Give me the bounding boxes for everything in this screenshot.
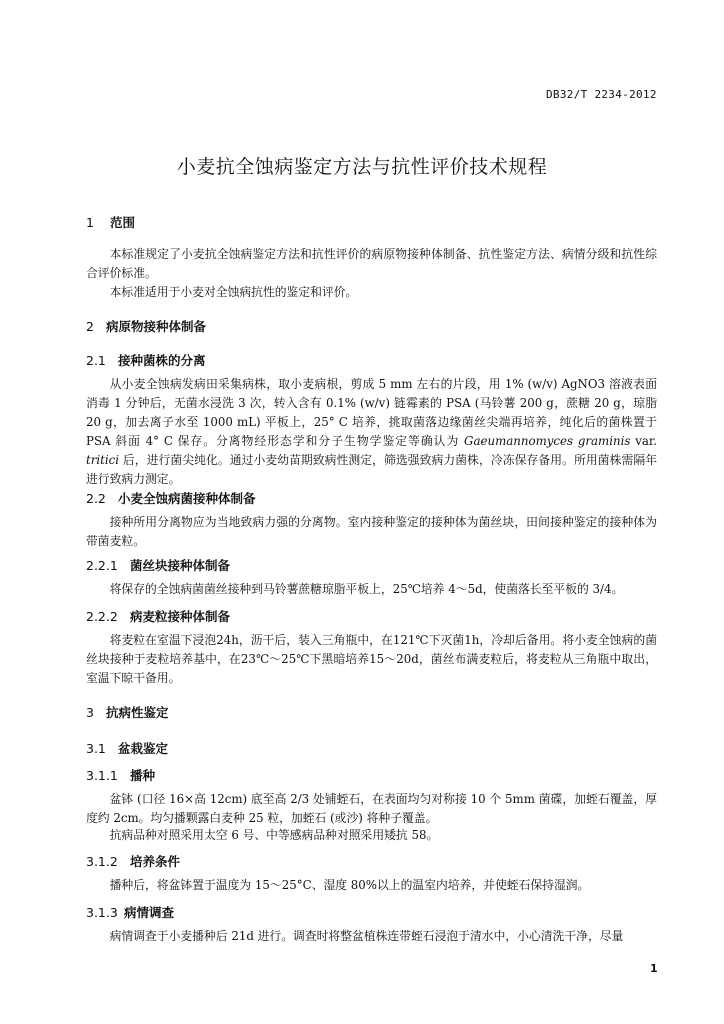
section-heading-2-2-2: [86, 607, 230, 625]
section-number: 3.1.3: [86, 905, 118, 920]
section-number: 3.1.1: [86, 768, 118, 783]
section-number: 2.1: [86, 353, 106, 368]
page-number: 1: [650, 962, 658, 975]
section-heading-3-1-2: [86, 852, 180, 870]
section-title: 病麦粒接种体制备: [130, 609, 231, 624]
section-number: 3.1: [86, 741, 106, 756]
section-number: 1: [86, 215, 94, 230]
section-title: 培养条件: [130, 854, 181, 869]
section-title: 菌丝块接种体制备: [130, 558, 231, 573]
section-number: 2.2.2: [86, 609, 118, 624]
section-title: 范围: [110, 215, 136, 230]
species-name: Gaeumannomyces graminis: [464, 434, 631, 448]
section-heading-3: [86, 703, 169, 721]
paragraph: 抗病品种对照采用太空 6 号、中等感病品种对照采用矮抗 58。: [109, 828, 439, 842]
paragraph-text: 后，进行菌尖纯化。通过小麦幼苗期致病性测定，筛选强致病力菌株，冷冻保存备用。所用菌株需隔年进行致病力测定。: [86, 453, 657, 486]
section-title: 小麦全蚀病菌接种体制备: [118, 491, 256, 506]
paragraph: 将保存的全蚀病菌菌丝接种到马铃薯蔗糖琼脂平板上，25℃培养 4～5d，使菌落长至平板的 3/4。: [109, 582, 624, 596]
section-heading-2-1: [86, 351, 206, 369]
paragraph: 本标准规定了小麦抗全蚀病鉴定方法和抗性评价的病原物接种体制备、抗性鉴定方法、病情分级和抗性综合评价标准。: [86, 247, 657, 280]
variety-name: tritici: [86, 453, 120, 467]
paragraph: 盆钵 (口径 16×高 12cm) 底至高 2/3 处铺蛭石，在表面均匀对称接 10 个 5mm 菌碟，加蛭石覆盖，厚度约 2cm。均匀播颗露白麦种 25 粒，加蛭石 (或沙) 将种子覆盖。: [86, 792, 657, 825]
paragraph: [86, 375, 657, 489]
section-title: 病原物接种体制备: [106, 319, 207, 334]
section-heading-2: [86, 317, 206, 335]
section-heading-3-1-1: [86, 766, 155, 784]
section-number: 2: [86, 319, 94, 334]
section-heading-3-1-3: [86, 903, 174, 921]
standard-code: DB32/T 2234-2012: [546, 88, 657, 101]
section-heading-2-2-1: [86, 556, 230, 574]
variety-abbrev: var.: [630, 434, 657, 448]
section-heading-3-1: [86, 739, 168, 757]
section-heading-2-2: [86, 489, 256, 507]
document-title: 小麦抗全蚀病鉴定方法与抗性评价技术规程: [176, 156, 548, 178]
section-title: 抗病性鉴定: [106, 705, 169, 720]
paragraph: 接种所用分离物应为当地致病力强的分离物。室内接种鉴定的接种体为菌丝块，田间接种鉴定的接种体为带菌麦粒。: [86, 515, 657, 548]
paragraph-text: 从小麦全蚀病发病田采集病株，取小麦病根，剪成 5 mm 左右的片段，用 1% (w/v) AgNO3 溶液表面消毒 1 分钟后，无菌水浸洗 3 次，转入含有 0.1% (w/v) 链霉素的 PSA (马铃薯 200 g，蔗糖 20 g，琼脂 20 g，加去离子水至 1000 mL) 平板上，25° C 培养，挑取菌落边缘菌丝尖端再培养，纯化后的菌株置于 PSA 斜面 4° C 保存。分离物经形态学和分子生物学鉴定等确认为: [86, 377, 657, 448]
section-title: 盆栽鉴定: [118, 741, 169, 756]
section-number: 2.2.1: [86, 558, 118, 573]
section-number: 3.1.2: [86, 854, 118, 869]
paragraph: 播种后，将盆钵置于温度为 15～25°C、湿度 80%以上的温室内培养，并使蛭石保持湿润。: [109, 878, 590, 892]
paragraph: 本标准适用于小麦对全蚀病抗性的鉴定和评价。: [109, 285, 358, 299]
section-title: 病情调查: [124, 905, 175, 920]
paragraph: 病情调查于小麦播种后 21d 进行。调查时将整盆植株连带蛭石浸泡于清水中，小心清洗干净，尽量: [109, 929, 624, 943]
paragraph: 将麦粒在室温下浸泡24h，沥干后，装入三角瓶中，在121℃下灭菌1h，冷却后备用。将小麦全蚀病的菌丝块接种于麦粒培养基中，在23℃～25℃下黑暗培养15～20d，菌丝布满麦粒后，将麦粒从三角瓶中取出，室温下晾干备用。: [86, 633, 657, 685]
section-heading-1: [86, 213, 135, 231]
section-title: 播种: [130, 768, 156, 783]
section-number: 2.2: [86, 491, 106, 506]
section-number: 3: [86, 705, 94, 720]
section-title: 接种菌株的分离: [118, 353, 206, 368]
